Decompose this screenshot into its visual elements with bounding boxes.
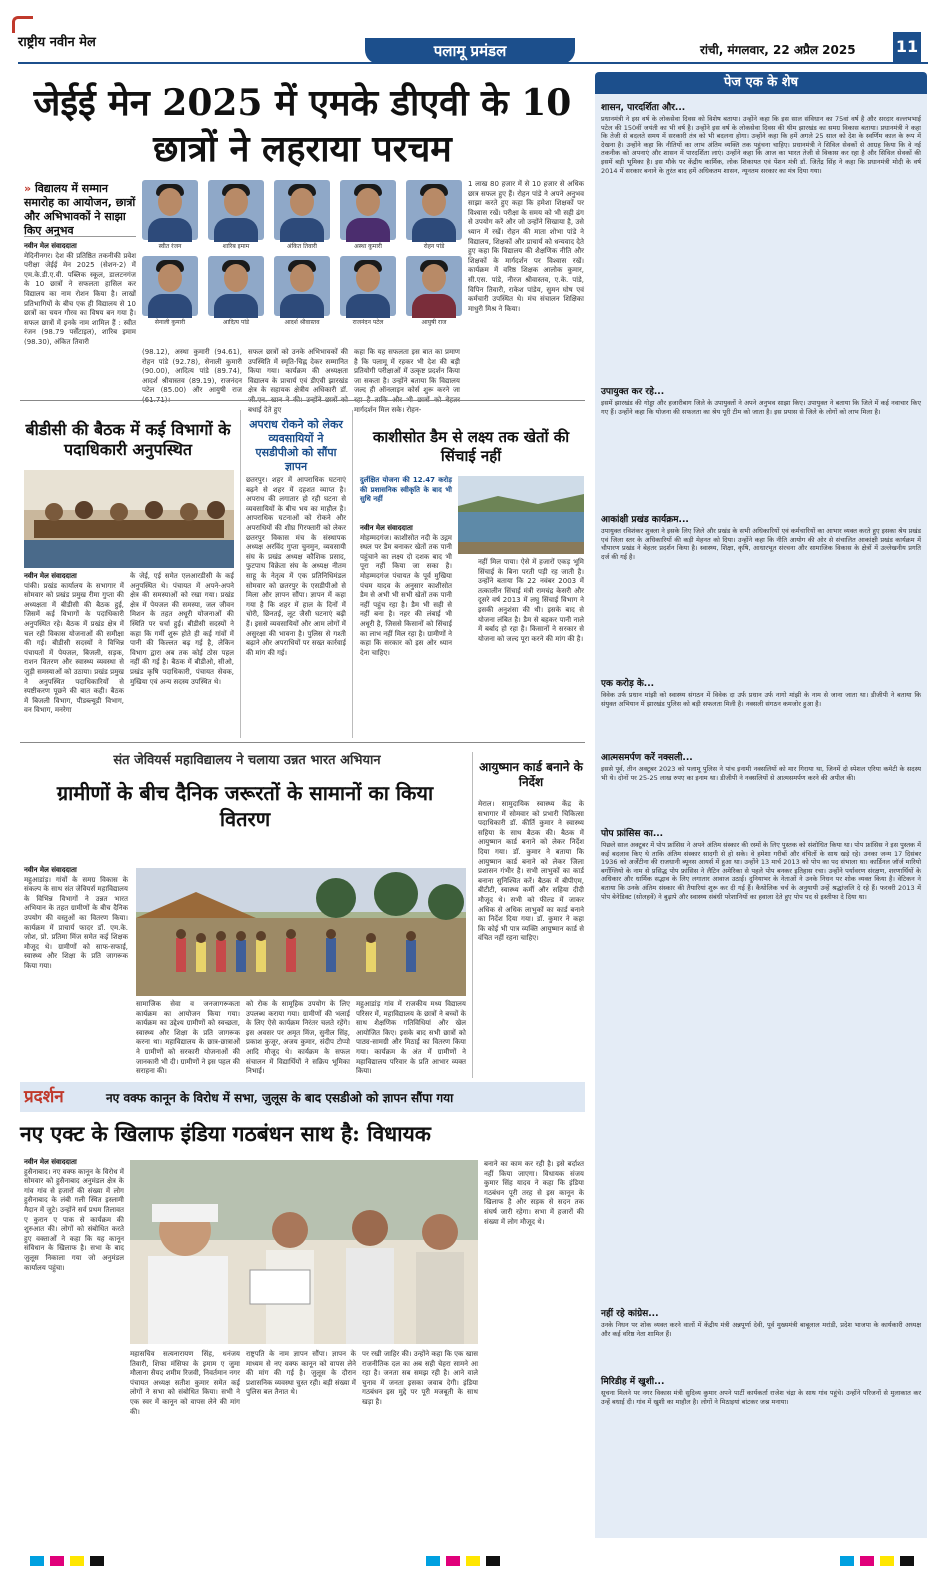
waqf-headline: नए एक्ट के खिलाफ इंडिया गठबंधन साथ है: विधायक xyxy=(20,1121,431,1146)
waqf-body-column-1 xyxy=(24,1158,124,1538)
masthead xyxy=(0,0,945,60)
waqf-body-column-2: महासचिव सत्यनारायण सिंह, धनंजय तिवारी, शिफा मंसिफा के इमाम ए जुमा मौलाना सैयद शमीम रिजवी, निवर्तमान नगर पंचायत अध्यक्ष सतीश कुमार समेत कई लोगों ने सभा को संबोधित किया। सभी ने एक स्वर में कानून को वापस लेने की मांग की। xyxy=(130,1350,240,1416)
student-photo xyxy=(142,256,198,316)
crime-body: छतरपुर। शहर में आपराधिक घटनाएं बढ़ने से शहर में दहशत व्याप्त है। अपराध की लगातार हो रही घटना से व्यवसायियों के बीच भय का माहौल है। आपराधिक घटनाओं को रोकने और अपराधियों की शीघ्र गिरफ्तारी को लेकर छतरपुर विकास मंच के संस्थापक अध्यक्ष अरविंद गुप्ता चुनमुन, व्यवसायी संघ के प्रखंड अध्यक्ष कौशिक प्रसाद, फुटपाथ विक्रेता संघ के अध्यक्ष नीतम साहू के नेतृत्व में एक प्रतिनिधिमंडल सोमवार को छतरपुर के एसडीपीओ से मिला और ज्ञापन सौंपा। ज्ञापन में कहा गया है कि शहर में हाल के दिनों में चोरी, छिनतई, लूट जैसी घटनाएं बढ़ी हैं। इससे व्यवसायियों और आम लोगों में असुरक्षा की भावना है। पुलिस से गश्ती बढ़ाने और अपराधियों पर सख्त कार्रवाई की मांग की गई। xyxy=(246,476,346,657)
bdc-body-column-2: के जेई, एई समेत एलआरडीसी के कई अनुपस्थित थे। पंचायत में अपने-अपने क्षेत्र की समस्याओं को रखा गया। प्रखंड क्षेत्र में पेयजल की समस्या, जल जीवन मिशन के तहत अधूरी योजनाओं की स्थिति पर चर्चा हुई। बीडीसी सदस्यों ने कहा कि गर्मी शुरू होते ही कई गांवों में पानी की किल्लत बढ़ गई है, लेकिन विभाग द्वारा अब तक कोई ठोस पहल नहीं की गई है। बैठक में बीडीओ, सीओ, प्रखंड कृषि पदाधिकारी, पंचायत सेवक, मुखिया एवं अन्य सदस्य उपस्थित थे। xyxy=(130,572,234,686)
page-number: 11 xyxy=(893,32,921,62)
story-title: मिरिडीह में खुशी... xyxy=(601,1377,665,1387)
lead-body-column-4: कहा कि यह सफलता इस बात का प्रमाण है कि पलामू में रहकर भी देश की बड़ी प्रतियोगी परीक्षाओं में उत्कृष्ट प्रदर्शन किया जा सकता है। उन्होंने बताया कि विद्यालय जल्द ही ऑनलाइन कोर्स शुरू करने जा मार्गदर्शन मिल सके। रोहन- xyxy=(354,348,460,414)
dam-kicker: दुर्लक्षित योजना की 12.47 करोड़ की प्रशासनिक स्वीकृति के बाद भी सुधि नहीं xyxy=(360,476,452,504)
cyan-swatch xyxy=(30,1556,44,1566)
continued-story-one-crore xyxy=(601,676,921,742)
lead-byline: नवीन मेल संवाददाता xyxy=(24,242,77,250)
story-title: आकांक्षी प्रखंड कार्यक्रम... xyxy=(601,515,689,525)
ayushman-body: मेराल। सामुदायिक स्वास्थ्य केंद्र के सभागार में सोमवार को प्रभारी चिकित्सा पदाधिकारी डॉ. कीर्ति कुमार ने स्वास्थ्य सहिया के साथ बैठक की। बैठक में आयुष्मान कार्ड बनाने को लेकर निर्देश दिया गया। डॉ. कुमार ने बताया कि आयुष्मान कार्ड बनाने को लेकर जिला प्रशासन गंभीर है। सभी लाभुकों का कार्ड बनाना सुनिश्चित करें। बैठक में बीपीएम, बीटीटी, स्वास्थ्य कर्मी और सहिया दीदी मौजूद थे। सभी को फील्ड में जाकर अधिक से अधिक लाभुकों का कार्ड बनाने का निर्देश दिया गया। डॉ. कुमार ने कहा कि कोई भी पात्र व्यक्ति आयुष्मान कार्ड से वंचित नहीं रहना चाहिए। xyxy=(478,800,584,943)
lead-body-text-1: मेदिनीनगर। देश की प्रतिष्ठित तकनीकी प्रवेश परीक्षा जेईई मेन 2025 (सेशन-2) में एम.के.डी.ए.वी. पब्लिक स्कूल, डालटनगंज के 10 छात्रों ने सफलता हासिल कर विद्यालय का नाम रोशन किया है। लाखों प्रतिभागियों के बीच एक ही विद्यालय से 10 छात्रों का चयन गौरव का विषय बन गया है। सफल छात्रों में इनके नाम शामिल हैं : स्वीत रंजन (98.79 पर्सेंटाइल), शारिब इमाम (98.30), अंकित तिवारी xyxy=(24,251,136,346)
black-swatch xyxy=(900,1556,914,1566)
section-banner: पलामू प्रमंडल xyxy=(365,38,575,64)
bdc-body-text: पांकी। प्रखंड कार्यालय के सभागार में सोमवार को प्रखंड प्रमुख रीमा गुप्ता की अध्यक्षता में बीडीसी की बैठक हुई, जिसमें कई विभागों के पदाधिकारी अनुपस्थित रहे। बैठक में प्रखंड क्षेत्र में चल रही विकास योजनाओं की समीक्षा की गई। बीडीसी सदस्यों ने विभिन्न पंचायतों में पेयजल, बिजली, सड़क, राशन वितरण और स्वास्थ्य व्यवस्था से जुड़ी समस्याओं को उठाया। प्रखंड प्रमुख ने अनुपस्थित पदाधिकारियों से स्पष्टीकरण पूछने की बात कही। बैठक में बिजली विभाग, पीडब्ल्यूडी विभाग, वन विभाग, मनरेगा xyxy=(24,581,124,715)
continued-story-pope-francis xyxy=(601,826,921,1296)
yellow-swatch xyxy=(70,1556,84,1566)
student-name: आयुषी राज xyxy=(421,319,447,326)
continued-story-surrender xyxy=(601,750,921,816)
section-divider xyxy=(20,742,585,743)
student-name: आदित्य पांडे xyxy=(222,319,250,326)
column-divider xyxy=(352,410,353,738)
bdc-headline: बीडीसी की बैठक में कई विभागों के पदाधिकारी अनुपस्थित xyxy=(25,420,231,459)
masthead-rule xyxy=(18,62,928,64)
continued-story-deputy-commissioner xyxy=(601,384,921,504)
village-photo-art xyxy=(136,868,466,996)
story-title: एक करोड़ के... xyxy=(601,679,655,689)
student-photo xyxy=(142,180,198,240)
lead-body-column-5: 1 लाख 80 हजार में से 10 हजार से अधिक छात्र सफल हुए हैं। रोहन पांडे ने अपने अनुभव साझा करते हुए कहा कि हमेशा शिक्षकों पर विश्वास रखें। परीक्षा के समय को भी सही ढंग से उपयोग करें और जो उन्होंने सिखाया है, उसे ध्यान में रखें। रोहन की माता शोभा पांडे ने विद्यालय, शिक्षकों और प्राचार्य को धन्यवाद देते हुए कहा कि विद्यालय की शैक्षणिक नीति और शिक्षकों के मार्गदर्शन पर विश्वास रखें। कार्यक्रम में वरिष्ठ शिक्षक आलोक कुमार, सी.एस. पांडे, नीरज श्रीवास्तव, ए.के. पांडे, विपिन तिवारी, राकेश पांडेय, सुमन घोष एवं कर्मचारी उपस्थित थे। मंच संचालन शिक्षिका माधुरी मिश्र ने किया। xyxy=(468,180,584,313)
dam-byline: नवीन मेल संवाददाता xyxy=(360,524,413,532)
lead-kicker: » विद्यालय में सम्मान समारोह का आयोजन, छात्रों और अभिभावकों ने साझा किए अनुभव xyxy=(24,182,136,238)
section-divider xyxy=(20,400,585,401)
dam-photo xyxy=(458,476,584,554)
student-name: राजनंदन पटेल xyxy=(352,319,384,326)
column-divider xyxy=(472,752,473,1078)
story-body: इससे पूर्व, तीन अक्टूबर 2023 को पलामू पुलिस ने पांच इनामी नक्सलियों को मार गिराया था, जिनमें दो स्पेशल एरिया कमेटी के सदस्य भी थे। दोनों पर 25-25 लाख रुपए का इनाम था। डीजीपी ने नक्सलियों से आत्मसमर्पण करने की अपील की। xyxy=(601,765,921,782)
lead-body-column-2: (98.12), अस्था कुमारी (94.61), रोहन पांडे (92.78), सेनाली कुमारी (90.00), आदित्य पांडे (89.74), आदर्श श्रीवास्तव (89.19), राजनंदन पटेल (85.00) और आयुषी राज xyxy=(142,348,242,395)
cyan-swatch xyxy=(840,1556,854,1566)
story-title: शासन, पारदर्शिता और... xyxy=(601,103,686,113)
continued-story-governance xyxy=(601,100,921,376)
ayushman-body-column-2: महुआडांड़ गांव में राजकीय मध्य विद्यालय परिसर में, महाविद्यालय के छात्रों ने बच्चों के साथ शैक्षणिक गतिविधियां और खेल आयोजित किए। इसके बाद सभी छात्रों को पाठ्य-सामग्री और मिठाई का वितरण किया गया। कार्यक्रम के अंत में ग्रामीणों ने महाविद्यालय परिवार के प्रति आभार व्यक्त किया। xyxy=(356,1000,466,1076)
black-swatch xyxy=(486,1556,500,1566)
waqf-strap: नए वक्फ कानून के विरोध में सभा, जुलूस के बाद एसडीओ को ज्ञापन सौंपा गया xyxy=(106,1091,454,1105)
ayushman-headline: आयुष्मान कार्ड बनाने के निर्देश xyxy=(479,760,583,789)
santjavier-strap: संत जेवियर्स महाविद्यालय ने चलाया उन्नत भारत अभियान xyxy=(113,753,381,768)
village-distribution-photo xyxy=(136,868,466,996)
lead-headline: जेईई मेन 2025 में एमके डीएवी के 10 छात्रों ने लहराया परचम xyxy=(33,82,572,170)
student-name: आदर्श श्रीवास्तव xyxy=(284,319,320,326)
story-title: पोप फ्रांसिस का... xyxy=(601,829,664,839)
santjavier-body-text: महुआडांड़। गांवों के समग्र विकास के संकल्प के साथ संत जेवियर्स महाविद्यालय के विभिन्न विभागों ने उन्नत भारत अभियान के तहत ग्रामीणों के बीच दैनिक उपयोग की वस्तुओं का वितरण किया। कार्यक्रम में प्राचार्य फादर डॉ. एम.के. जोश, प्रो. प्रतिमा मिंज समेत कई शिक्षक मौजूद थे। ग्रामीणों को साफ-सफाई, स्वास्थ्य और शिक्षा के प्रति जागरूक किया गया। xyxy=(24,875,128,970)
black-swatch xyxy=(90,1556,104,1566)
print-registration-footer xyxy=(0,1548,945,1573)
protest-meeting-photo xyxy=(130,1160,478,1344)
story-title: नहीं रहे कांग्रेस... xyxy=(601,1309,659,1319)
story-body: सूचना मिलने पर नगर विकास मंत्री सुदिव्य कुमार अपने पार्टी कार्यकर्ता राजेश चंद्रा के साथ गांव पहुंचे। उन्होंने परिजनों से मुलाकात कर उन्हें बधाई दी। गांव में खुशी का माहौल है। लोगों ने मिठाइयां बांटकर जश्न मनाया। xyxy=(601,1389,921,1406)
santjavier-body-column-2: सामाजिक सेवा व जनजागरूकता कार्यक्रम का आयोजन किया गया। कार्यक्रम का उद्देश्य ग्रामीणों को स्वच्छता, स्वास्थ्य और शिक्षा के प्रति जागरूक करना था। महाविद्यालय के छात्र-छात्राओं ने ग्रामीणों को सरकारी योजनाओं की जानकारी भी दी। ग्रामीणों ने इस पहल की सराहना की। xyxy=(136,1000,240,1076)
santjavier-body-column-1 xyxy=(24,866,128,1076)
santjavier-headline: ग्रामीणों के बीच दैनिक जरूरतों के सामानों का किया वितरण xyxy=(56,781,434,831)
story-body: इसमें झारखंड की गोड्डा और हजारीबाग जिले के उपायुक्तों ने अपने अनुभव साझा किए। उपायुक्त ने बताया कि जिले में कई नवाचार किए गए हैं। उन्होंने कहा कि योजना की सफलता का श्रेय पूरी टीम को जाता है। इस प्रयास से जिले के लोगों को लाभ मिला है। xyxy=(601,399,921,416)
magenta-swatch xyxy=(860,1556,874,1566)
student-photo xyxy=(406,256,462,316)
story-body: विवेक उर्फ प्रधान मांझी को स्वास्थ्य संगठन में विवेक दा उर्फ प्रधान उर्फ नागो मांझी के नाम से जाना जाता था। डीजीपी ने बताया कि संयुक्त अभियान में झारखंड पुलिस को बड़ी सफलता मिली है। नक्सली संगठन कमजोर हुआ है। xyxy=(601,691,921,708)
continued-story-miridih xyxy=(601,1374,921,1534)
student-photo xyxy=(340,256,396,316)
student-name: सेनाली कुमारी xyxy=(154,319,186,326)
story-body: उपायुक्त रविशंकर शुक्ला ने इसके लिए जिले और प्रखंड के सभी अधिकारियों एवं कर्मचारियों का आभार व्यक्त करते हुए इसका श्रेय प्रखंड एवं जिला स्तर के अधिकारियों की कड़ी मेहनत को दिया। उन्होंने कहा कि नीति आयोग की ओर से संचालित आकांक्षी प्रखंड कार्यक्रम में चौपारण प्रखंड ने बेहतर प्रदर्शन किया है। स्वास्थ्य, शिक्षा, कृषि, आधारभूत संरचना और सामाजिक विकास के क्षेत्रों में उल्लेखनीय प्रगति दर्ज की गई है। xyxy=(601,527,921,561)
dam-headline: काशीसोत डैम से लक्ष्य तक खेतों की सिंचाई नहीं xyxy=(372,428,570,465)
lead-body-column-3: सफल छात्रों को उनके अभिभावकों की उपस्थिति में स्मृति-चिह्न देकर सम्मानित किया गया। कार्यक्रम की अध्यक्षता विद्यालय के प्राचार्य एवं डीएवी झारखंड क्षेत्र के सहायक क्षेत्रीय अधिकारी डॉ. बधाई देते हुए xyxy=(248,348,348,414)
student-photo xyxy=(406,180,462,240)
santjavier-body-column-3: को रोक के सामूहिक उपयोग के लिए उपलब्ध कराया गया। ग्रामीणों की भलाई के लिए ऐसे कार्यक्रम निरंतर चलते रहेंगे। इस अवसर पर अमृत मिंज, सुनील सिंह, प्रकाश कुजूर, अजय कुमार, संदीप टोप्पो आदि मौजूद थे। कार्यक्रम के सफल संचालन में विद्यार्थियों ने सक्रिय भूमिका निभाई। xyxy=(246,1000,350,1076)
student-photo xyxy=(340,180,396,240)
continued-from-page-one-header: पेज एक के शेष xyxy=(595,72,927,94)
protest-photo-art xyxy=(130,1160,478,1344)
story-body: पिछले साल अक्टूबर में पोप फ्रांसिस ने अपने अंतिम संस्कार की रस्मों के लिए पुस्तक को संशोधित किया था। पोप फ्रांसिस ने इस पुस्तक में कई बदलाव किए थे ताकि अंतिम संस्कार सादगी से हो सके। वे हमेशा गरीबों और वंचितों के साथ खड़े रहे। उनका जन्म 17 दिसंबर 1936 को अर्जेंटीना की राजधानी ब्यूनस आयर्स में हुआ था। उन्होंने 13 मार्च 2013 को पोप का पद संभाला था। कार्डिनल जॉर्ज मारियो बर्गोग्लियो के नाम से प्रसिद्ध पोप फ्रांसिस ने लैटिन अमेरिका से पहले पोप बनकर इतिहास रचा। उन्होंने पर्यावरण संरक्षण, शरणार्थियों के अधिकार और धार्मिक सद्भाव के लिए लगातार आवाज उठाई। दुनियाभर के नेताओं ने उनके निधन पर शोक व्यक्त किया है। वेटिकन ने बताया कि उनके अंतिम संस्कार की तैयारियां शुरू कर दी गई हैं। कैथोलिक चर्च के अनुयायी उन्हें श्रद्धांजलि दे रहे हैं। फरवरी 2013 में पोप बेनेडिक्ट (सोलहवें) ने बुढ़ापे और स्वास्थ्य संबंधी परेशानियों का हवाला देते हुए पोप पद से इस्तीफा दे दिया था। xyxy=(601,841,921,901)
waqf-body-column-4: पर रखी जाहिर की। उन्होंने कहा कि एक खास राजनीतिक दल का अब सही चेहरा सामने आ रहा है। जनता सब समझ रही है। आने वाले चुनाव में जनता इसका जवाब देगी। इंडिया गठबंधन इस मुद्दे पर पूरी मजबूती के साथ खड़ा है। xyxy=(362,1350,478,1406)
magenta-swatch xyxy=(446,1556,460,1566)
student-photo xyxy=(208,180,264,240)
dam-body-column-2: नहीं मिल पाया। ऐसे में हजारों एकड़ भूमि सिंचाई के बिना परती पड़ी रह जाती है। उन्होंने बताया कि 22 नवंबर 2003 में तत्कालीन सिंचाई मंत्री रामचंद्र केसरी और दूसरे वर्ष 2013 में लघु सिंचाई विभाग ने इसकी अनुशंसा की थी। इसके बाद से योजना लंबित है। डैम से बहकर पानी नाले में बर्बाद हो रहा है। किसानों ने सरकार से योजना को जल्द पूरा करने की मांग की है। xyxy=(478,558,584,643)
newspaper-brand: राष्ट्रीय नवीन मेल xyxy=(18,32,96,50)
student-photo xyxy=(274,180,330,240)
student-photo-grid xyxy=(142,180,462,345)
magenta-swatch xyxy=(50,1556,64,1566)
cyan-swatch xyxy=(426,1556,440,1566)
waqf-byline: नवीन मेल संवाददाता xyxy=(24,1158,77,1166)
lead-body-column-1 xyxy=(24,242,136,390)
student-name: अंकित तिवारी xyxy=(287,243,317,250)
story-body: प्रधानमंत्री ने इस वर्ष के लोकसेवा दिवस को विशेष बताया। उन्होंने कहा कि इस साल संविधान का 75वां वर्ष है और सरदार वल्लभभाई पटेल की 150वीं जयंती का भी वर्ष है। उन्होंने इस वर्ष के लोकसेवा दिवस की थीम झारखंड का समग्र विकास बताया। प्रधानमंत्री ने कहा कि तेजी से बदलते समय में सरकारी तंत्र को भी बदलना होगा। उन्होंने कहा कि हमें अगले 25 साल को देश के स्वर्णिम काल के रूप में देखना है। उन्होंने कहा कि नीतियों का लाभ अंतिम व्यक्ति तक पहुंचना चाहिए। प्रधानमंत्री ने सिविल सेवकों से आग्रह किया कि वे नई तकनीक को अपनाएं और शासन में पारदर्शिता लाएं। उन्होंने कहा कि आज का भारत तेजी से विकास कर रहा है और सिविल सेवकों की इसमें बड़ी भूमिका है। इस मौके पर केंद्रीय कार्मिक, लोक शिकायत एवं पेंशन मंत्री डॉ. जितेंद्र सिंह ने कहा कि प्रधानमंत्री मोदी के वर्ष 2014 में सरकार बनाने के तुरंत बाद हमें अधिकतम शासन, न्यूनतम सरकार का मंत्र दिया गया। xyxy=(601,115,921,175)
meeting-photo xyxy=(24,470,234,568)
continued-story-congress-leader xyxy=(601,1306,921,1366)
continued-story-aspirational-block xyxy=(601,512,921,666)
waqf-body-text: हुसैनाबाद। नए वक्फ कानून के विरोध में सोमवार को हुसैनाबाद अनुमंडल क्षेत्र के गांव गांव से हजारों की संख्या में लोग हुसैनाबाद के लंबी गली स्थित इस्लामी मैदान में जुटे। उन्होंने सर्व प्रथम तिलावत ए कुरान ए पाक से कार्यक्रम की शुरुआत की। लोगों को संबोधित करते हुए वक्ताओं ने कहा कि यह कानून संविधान के खिलाफ है। सभा के बाद जुलूस निकाला गया जो अनुमंडल कार्यालय पहुंचा। xyxy=(24,1167,124,1272)
waqf-tag: प्रदर्शन xyxy=(24,1087,64,1107)
student-photo xyxy=(274,256,330,316)
yellow-swatch xyxy=(880,1556,894,1566)
column-divider xyxy=(240,410,241,738)
meeting-photo-art xyxy=(24,470,234,568)
dam-photo-art xyxy=(458,476,584,554)
waqf-body-column-5: बनाने का काम कर रही है। इसे बर्दाश्त नहीं किया जाएगा। विधायक संजय कुमार सिंह यादव ने कहा कि इंडिया गठबंधन पूरी तरह से इस कानून के खिलाफ है और सड़क से सदन तक संघर्ष जारी रहेगा। सभा में हजारों की संख्या में लोग मौजूद थे। xyxy=(484,1160,584,1226)
student-name: शारिब इमाम xyxy=(222,243,250,250)
story-body: उनके निधन पर शोक व्यक्त करने वालों में केंद्रीय मंत्री अन्नपूर्णा देवी, पूर्व मुख्यमंत्री बाबूलाल मरांडी, प्रदेश भाजपा के कार्यकारी अध्यक्ष और कई वरिष्ठ नेता शामिल हैं। xyxy=(601,1321,921,1338)
story-title: उपायुक्त कर रहे... xyxy=(601,387,665,397)
dam-body-column-1 xyxy=(360,524,452,736)
bdc-byline: नवीन मेल संवाददाता xyxy=(24,572,77,580)
yellow-swatch xyxy=(466,1556,480,1566)
student-name: अस्था कुमारी xyxy=(354,243,382,250)
kicker-divider xyxy=(24,236,136,237)
student-name: रोहन पांडे xyxy=(423,243,445,250)
bdc-body-column-1 xyxy=(24,572,124,732)
dam-body-text: मोहम्मदगंज। काशीसोत नदी के उद्गम स्थल पर डैम बनाकर खेतों तक पानी पहुंचाने का लक्ष्य दो दशक बाद भी पूरा नहीं किया जा सका है। मोहम्मदगंज पंचायत के पूर्व मुखिया पंचम यादव के अनुसार काशीसोत डैम से अभी भी सभी खेतों तक पानी नहीं पहुंच रहा है। डैम भी सही से नहीं बना है। नहर की लंबाई भी अधूरी है, जिससे किसानों को सिंचाई का लाभ नहीं मिल रहा है। ग्रामीणों ने कहा कि सरकार को इस ओर ध्यान देना चाहिए। xyxy=(360,533,452,657)
crime-headline: अपराध रोकने को लेकर व्यवसायियों ने एसडीपीओ को सौंपा ज्ञापन xyxy=(249,418,343,473)
student-name: स्वीत रंजन xyxy=(158,243,182,250)
student-photo xyxy=(208,256,264,316)
santjavier-byline: नवीन मेल संवाददाता xyxy=(24,866,77,874)
issue-date: रांची, मंगलवार, 22 अप्रैल 2025 xyxy=(700,43,856,57)
story-title: आत्मसमर्पण करें नक्सली... xyxy=(601,753,693,763)
waqf-body-column-3: राष्ट्रपति के नाम ज्ञापन सौंपा। ज्ञापन के माध्यम से नए वक्फ कानून को वापस लेने की मांग की गई है। जुलूस के दौरान प्रशासनिक व्यवस्था चुस्त रही। बड़ी संख्या में पुलिस बल तैनात थे। xyxy=(246,1350,356,1397)
